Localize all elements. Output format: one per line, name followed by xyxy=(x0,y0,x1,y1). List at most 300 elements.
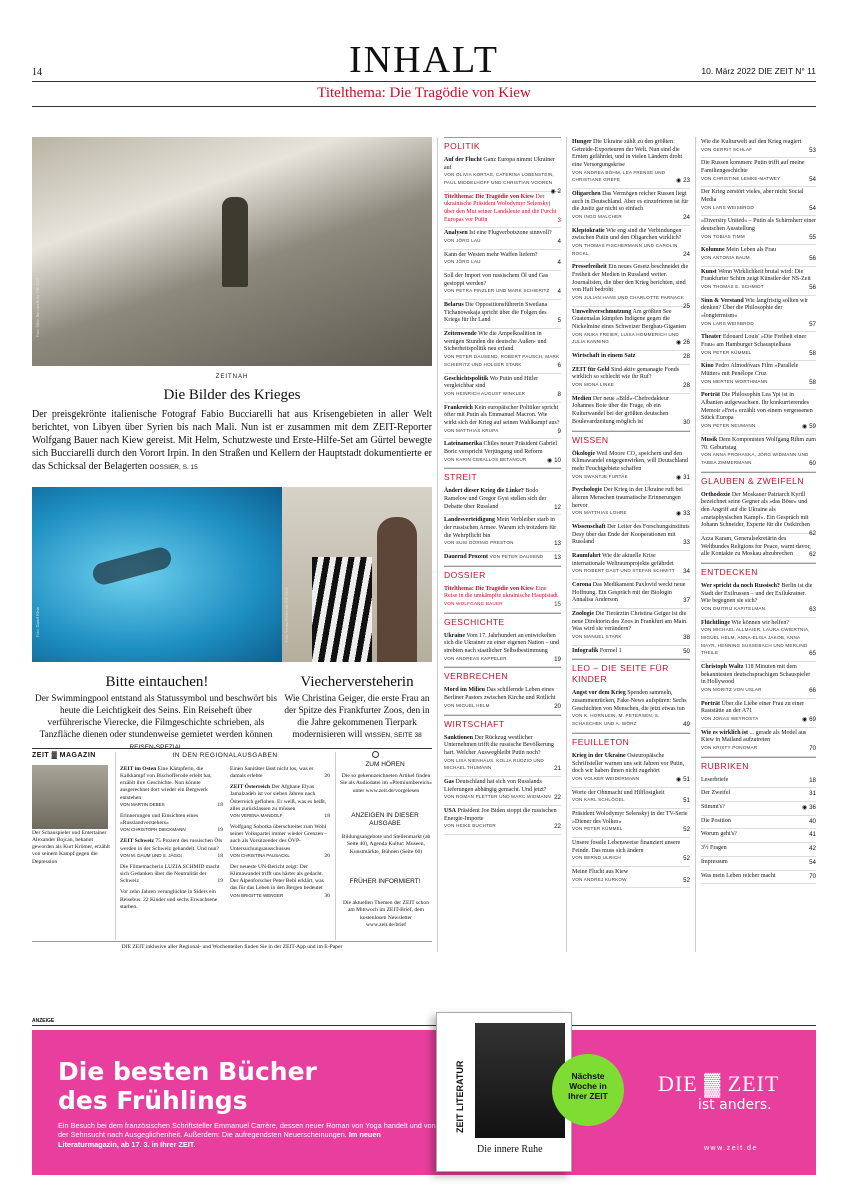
toc-entry-page: 13 xyxy=(554,553,561,561)
toc-entry-text: Was mein Leben reicher macht xyxy=(701,872,776,879)
toc-entry-author: VON MERTEN WORTHMANN xyxy=(701,378,768,384)
toc-entry[interactable] xyxy=(572,809,690,838)
toc-entry-text: Der Zweifel xyxy=(701,790,731,797)
toc-entry-author: VON PETER NEUMANN xyxy=(701,423,756,429)
zeitmagazin-caption[interactable]: Der Schauspieler und Entertainer Alexander Bojcan, bekannt geworden als Kurt Krömer, erzählt von seinem Kampf gegen die Depression xyxy=(32,830,110,865)
divider xyxy=(32,941,432,942)
toc-entry[interactable] xyxy=(444,685,561,714)
toc-entry-author: VON PETER DAUSEND xyxy=(489,553,544,559)
toc-entry-author: VON BERND ULRICH xyxy=(572,855,621,861)
toc-entry-text: Die Position xyxy=(701,817,731,824)
toc-entry-topic: Infografik xyxy=(572,647,599,654)
toc-entry[interactable] xyxy=(701,361,816,390)
toc-entry-topic: Belarus xyxy=(444,302,464,309)
toc-entry-author: VON OLIVIA KORTAS, CATERINA LOBENSTEIN, PAUL MIDDELHOFF UND CHRISTIAN VOOREN xyxy=(444,172,555,186)
toc-entry-author: VON HEINRICH AUGUST WINKLER xyxy=(444,390,526,396)
toc-entry[interactable] xyxy=(701,435,816,472)
toc-entry-page: 30 xyxy=(683,418,690,426)
photo-credit: Foto: Daniel Klein xyxy=(35,607,40,637)
toc-entry-page: 25 xyxy=(683,302,690,310)
toc-entry[interactable] xyxy=(444,515,561,552)
toc-entry-text: Die Oppositionsführerin Swetlana Tichanowskaja spricht über die Folgen des Kriegs für ihr Land xyxy=(444,302,548,324)
toc-entry[interactable] xyxy=(444,631,561,668)
toc-entry[interactable] xyxy=(444,777,561,806)
regional-item[interactable]: Erinnerungen und Einsichten eines »Russlandverstehers« VON CHRISTOPH DIECKMANN 19 xyxy=(120,812,223,834)
listen-text[interactable]: Die so gekennzeichneten Artikel finden Sie als Audiodatei im »Premiumbereich« unter www.zeit.de/vorgelesen xyxy=(340,773,432,794)
toc-entry[interactable] xyxy=(701,699,816,728)
toc-entry-topic: Medien xyxy=(572,395,592,402)
toc-entry-text: Meine Flucht aus Kiew xyxy=(572,868,629,875)
toc-entry-page: 4 xyxy=(557,288,561,296)
regional-item[interactable]: ZEIT Schweiz 75 Prozent des russischen Öls werden in der Schweiz gehandelt. Und nun? VON M. DAUM UND S. JÄGGI 18 xyxy=(120,838,223,859)
toc-entry-author: VON JÖRG LAU xyxy=(444,259,481,265)
toc-entry-text: Kann der Westen mehr Waffen liefern? xyxy=(444,251,538,258)
toc-entry-topic: Umweltverschmutzung xyxy=(572,308,632,315)
feature-kicker: ZEITNAH xyxy=(215,374,249,380)
magazine-title: Die innere Ruhe xyxy=(477,1144,543,1155)
toc-entry-author: VON ROMAN PLETTER UND MARC WIDMANN xyxy=(444,794,551,800)
toc-entry[interactable] xyxy=(444,271,561,300)
ads-text: Bildungsangebote und Stellenmarkt (ab Seite 40), Agenda Kultur: Museen, Kunstmärkte, Bühnen (Seite 60) xyxy=(341,834,431,855)
toc-entry-topic: Zeitenwende xyxy=(444,331,477,338)
photo-credit: Foto: Fabio Bucciarelli für DIE ZEIT xyxy=(35,277,40,338)
toc-entry-topic: Ändert dieser Krieg die Linke? xyxy=(444,488,524,495)
toc-entry[interactable] xyxy=(701,534,816,563)
toc-entry[interactable] xyxy=(444,192,561,229)
toc-entry-text: Wie die aktuelle Krise internationale Weltraumprojekte gefährdet xyxy=(572,552,674,567)
toc-section-heading: RUBRIKEN xyxy=(701,757,816,772)
toc-entry-page: 37 xyxy=(683,597,690,605)
toc-entry-page: 28 xyxy=(683,353,690,361)
toc-entry-topic: Psychologie xyxy=(572,487,602,494)
toc-entry-text: »Diversity United« – Putin als Schirmherr einer deutschen Ausstellung xyxy=(701,218,816,233)
toc-entry-page: 54 xyxy=(809,858,816,866)
regional-item[interactable]: ZEIT im Osten Eine Kämpferin, die Kalkkampf von Bischofferode erlebt hat, erzählt ihre Geschichte. Nun könnte ausgerechnet dort wieder ein Bergwerk entstehen VON MARTIN DEBES 18 xyxy=(120,766,223,808)
toc-entry[interactable] xyxy=(572,189,690,226)
story3-ref[interactable]: WISSEN, SEITE 38 xyxy=(364,732,422,740)
toc-entry-text: Wie eng sind die Verbindungen zwischen Putin und den Oligarchen wirklich? xyxy=(572,227,682,242)
toc-entry-page: 24 xyxy=(683,250,690,258)
toc-entry[interactable] xyxy=(572,226,690,263)
pool-photo xyxy=(32,487,282,662)
toc-entry[interactable] xyxy=(701,788,816,802)
divider xyxy=(566,137,567,952)
zoo-photo xyxy=(282,487,432,662)
toc-entry[interactable] xyxy=(572,838,690,867)
divider xyxy=(437,137,438,952)
toc-section-heading: ENTDECKEN xyxy=(701,563,816,578)
toc-entry-text: Mein Leben als Frau xyxy=(726,247,776,254)
toc-entry-page: ◉ 31 xyxy=(675,473,690,481)
toc-entry[interactable] xyxy=(444,228,561,249)
toc-entry[interactable] xyxy=(701,843,816,857)
feature-headline[interactable]: Die Bilder des Krieges xyxy=(163,387,301,403)
toc-entry-topic: Pressefreiheit xyxy=(572,264,607,271)
toc-entry-page: 22 xyxy=(554,823,561,831)
toc-entry[interactable] xyxy=(572,394,690,431)
toc-entry[interactable] xyxy=(701,267,816,296)
toc-column-3 xyxy=(701,137,816,884)
toc-entry-page: 19 xyxy=(554,655,561,663)
toc-entry-text: Osteuropäische Schriftsteller warnen uns seit Jahren vor Putin, doch wir haben ihnen nicht zugehört xyxy=(572,752,685,775)
toc-entry-text: Der ukrainische Präsident Wolodymyr Selenskyj über den Mut seiner Landsleute und die Furcht Europas vor Putin xyxy=(444,193,557,223)
toc-entry-text: Ein neues Gesetz beschneidet die Freiheit der Medien in Russland weiter. Journalisten, die über den Krieg berichten, sind von Haft bedroht xyxy=(572,264,689,294)
toc-entry-text: Der Moskauer Patriarch Kyrill bezeichnet seine Gegner als »das Böse« und den Angriff auf die Ukraine als »metaphysischen Kampf«. Ein Gespräch mit Johann Schneider, Experte für die Ostkirchen xyxy=(701,491,811,529)
advertisement-banner[interactable] xyxy=(32,1030,816,1175)
toc-entry-page: ◉ 33 xyxy=(675,510,690,518)
toc-entry-author: VON KARL SCHLÖGEL xyxy=(572,797,625,803)
toc-entry-author: VON SWANTJE FURTAK xyxy=(572,473,628,479)
toc-entry-topic: USA xyxy=(444,807,457,814)
toc-entry-text: Präsident Joe Biden stoppt die russischen Energie-Importe xyxy=(444,807,557,822)
toc-entry-text: Ist eine Flugverbotszone sinnvoll? xyxy=(469,230,552,237)
toc-entry[interactable] xyxy=(444,486,561,515)
toc-entry-text: Leserbriefe xyxy=(701,776,729,783)
toc-entry-topic: Zoologie xyxy=(572,610,594,617)
divider xyxy=(32,748,432,749)
toc-entry[interactable] xyxy=(701,857,816,871)
toc-entry-author: VON MONA LINKE xyxy=(572,382,615,388)
toc-entry-author: VON SUSI DÖRING PRESTON xyxy=(444,540,514,546)
toc-entry-text: Wenn Wirklichkeit brutal wird: Die Frankfurter Schirn zeigt Künstler der NS-Zeit xyxy=(701,268,811,283)
toc-entry-text: Dem Komponisten Wolfgang Rihm zum 70. Geburtstag xyxy=(701,436,816,451)
toc-entry-text: Der Rückzug westlicher Unternehmen trifft die russische Bevölkerung hart. Welcher Auswegbleibt Putin noch? xyxy=(444,734,554,756)
toc-entry-author: VON THOMAS E. SCHMIDT xyxy=(701,284,764,290)
toc-entry-page: 60 xyxy=(809,459,816,467)
page-title: INHALT xyxy=(349,39,499,81)
toc-entry-page: 4 xyxy=(557,259,561,267)
toc-entry-text: Mein Verbleiber starb in der russischen Armee. Warum ich trotzdem für die Wehrpflicht bin xyxy=(444,517,557,539)
toc-entry[interactable] xyxy=(701,728,816,757)
toc-entry-page: 52 xyxy=(683,876,690,884)
toc-entry-page: 18 xyxy=(809,776,816,784)
story3-lead xyxy=(282,693,432,741)
toc-entry-text: Der Krieg zerstört vieles, aber nicht Social Media xyxy=(701,189,804,204)
next-week-badge: Nächste Woche in Ihrer ZEIT xyxy=(552,1054,624,1126)
toc-entry[interactable] xyxy=(572,485,690,522)
toc-entry-author: VON MANUEL STARK xyxy=(572,633,622,639)
toc-entry[interactable] xyxy=(701,187,816,216)
toc-entry[interactable] xyxy=(572,609,690,646)
toc-entry-page: 12 xyxy=(554,503,561,511)
toc-entry[interactable] xyxy=(444,403,561,440)
toc-entry[interactable] xyxy=(572,351,690,365)
toc-entry-page: 13 xyxy=(554,540,561,548)
regional-item[interactable]: ZEIT Österreich Der Afghane Elyas Jamalzadeh ist vor sieben Jahren nach Österreich geflohen. Er weiß, was es heißt, alles zurücklassen zu müssen VON VERENA MANDOLF 18 xyxy=(230,784,330,819)
toc-entry-topic: Corona xyxy=(572,581,592,588)
toc-entry-text: 118 Minuten mit dem bekanntesten deutschsprachigen Schauspieler in Hollywood xyxy=(701,664,811,686)
toc-entry[interactable] xyxy=(444,374,561,403)
toc-entry-page: 56 xyxy=(809,255,816,263)
toc-entry-text: Edouard Louis' »Die Freiheit einer Frau« am Hamburger Schauspielhaus xyxy=(701,334,807,349)
feature-lead-text: Der preisgekrönte italienische Fotograf Fabio Bucciarelli hat aus Krisengebieten in aller Welt berichtet, von Libyen über Syrien bis nach Mali. Nun ist er zusammen mit dem ZEIT-Reporter Wolfgang Bauer nach Kiew gereist. Mit Helm, Schutzweste und Erste-Hilfe-Set am Gürtel bewegte sich Bucciarelli durch den Vorort Irpin. In den Straßen und Kellern der Hauptstadt dokumentierte er das Schicksal der Belagerten xyxy=(32,409,432,472)
regional-header: IN DEN REGIONALAUSGABEN xyxy=(172,752,278,759)
toc-entry-text: Chiles neuer Präsident Gabriel Boric verspricht Verjüngung und Reform xyxy=(444,441,557,455)
toc-entry-page: 50 xyxy=(683,647,690,655)
toc-entry-topic: Lateinamerika xyxy=(444,441,482,448)
toc-entry-page: 57 xyxy=(809,320,816,328)
toc-entry[interactable] xyxy=(444,806,561,835)
toc-entry[interactable] xyxy=(572,365,690,394)
toc-entry[interactable] xyxy=(572,307,690,351)
toc-entry[interactable] xyxy=(572,688,690,732)
toc-entry-text: Worte der Ohnmacht und Hilflosigkeit xyxy=(572,789,665,796)
story2-headline[interactable]: Bitte eintauchen! xyxy=(105,674,209,690)
toc-entry-topic: Titelthema: Die Tragödie von Kiew xyxy=(444,193,534,200)
toc-entry-page: 34 xyxy=(683,568,690,576)
toc-entry-topic: Porträt xyxy=(701,700,720,707)
divider xyxy=(32,81,816,82)
toc-entry[interactable] xyxy=(701,490,816,537)
toc-entry[interactable] xyxy=(572,751,690,788)
toc-entry-author: VON DMITRIJ KAPITELMAN xyxy=(701,606,766,611)
toc-entry-text: Bodo Ramelow und Gregor Gysi stellen sich der Debatte über Russland xyxy=(444,488,547,510)
story2-lead xyxy=(32,693,280,753)
toc-entry-topic: Flüchtlinge xyxy=(701,619,731,626)
toc-entry-page: 24 xyxy=(683,214,690,222)
toc-entry-page: 9 xyxy=(557,427,561,435)
toc-entry-page: ◉ 26 xyxy=(675,339,690,347)
toc-entry-author: VON THOMAS FISCHERMANN UND CAROLIN ROCKL xyxy=(572,243,678,256)
toc-entry[interactable] xyxy=(444,300,561,329)
toc-entry[interactable] xyxy=(701,245,816,266)
toc-entry[interactable] xyxy=(701,816,816,830)
toc-entry[interactable] xyxy=(444,552,561,566)
regional-col-2 xyxy=(230,766,330,904)
toc-entry[interactable] xyxy=(572,522,690,551)
toc-entry-page: 38 xyxy=(683,633,690,641)
toc-entry-page: 51 xyxy=(683,797,690,805)
toc-entry-text: Soll der Import von russischem Öl und Gas gestoppt werden? xyxy=(444,273,549,287)
toc-entry-topic: Analysen xyxy=(444,230,468,237)
toc-entry-topic: Orthodoxie xyxy=(701,491,731,498)
toc-entry[interactable] xyxy=(701,775,816,789)
zeitmagazin-logo: ZEIT ▓ MAGAZIN xyxy=(32,752,96,759)
toc-entry-page: ◉ 36 xyxy=(801,804,816,812)
toc-entry-text: Formel 1 xyxy=(599,647,622,654)
toc-entry-author: VON CHRISTINE LEMKE-MATWEY xyxy=(701,175,781,181)
toc-entry-page: ◉ 2 xyxy=(550,187,561,195)
toc-entry[interactable] xyxy=(444,250,561,271)
listen-header: ZUM HÖREN xyxy=(365,761,405,768)
toc-entry-text: Die Tierärztin Christina Geiger ist die neue Direktorin des Zoos in Frankfurt am Main. Was wird sie verändern? xyxy=(572,610,688,633)
toc-entry-author: VON KARIN CEBALLOS BETANCUR xyxy=(444,456,527,462)
toc-entry-text: Kein europäischer Politiker spricht öfter mit Putin als Emmanuel Macron. Wie wirkt sich der Krieg auf seinen Wahlkampf aus? xyxy=(444,404,560,426)
toc-entry-author: VON LISA NIENHAUS, KOLJA RUDZIO UND MICHAEL THUMANN xyxy=(444,757,544,771)
toc-entry[interactable] xyxy=(701,581,816,618)
toc-entry-text: Wie können wir helfen? xyxy=(731,619,789,626)
toc-entry-page: 28 xyxy=(683,382,690,390)
issue-date: 10. März 2022 DIE ZEIT N° 11 xyxy=(701,66,816,76)
toc-section-heading: LEO – DIE SEITE FÜR KINDER xyxy=(572,659,690,685)
toc-entry-topic: Theater xyxy=(701,334,722,341)
regional-item[interactable]: Wolfgang Sobotka überschreitet zum Wohl seiner Volkspartei immer wieder Grenzen – auch als Vorsitzender des ÖVP-Untersuchungsausschusses VON CHRISTINA PAUSACKL 20 xyxy=(230,824,330,859)
toc-entry-topic: Kleptokratie xyxy=(572,227,605,234)
toc-entry[interactable] xyxy=(701,158,816,187)
toc-entry[interactable] xyxy=(572,580,690,609)
story3-headline[interactable]: Viecherversteherin xyxy=(300,674,414,690)
toc-entry-text: Das schillernde Leben eines Berliner Pastors zwischen Kirche und Rotlicht xyxy=(444,687,556,702)
zeit-logo: DIE ▓ ZEIT xyxy=(658,1071,780,1096)
toc-entry[interactable] xyxy=(444,733,561,777)
toc-entry-author: VON KRISTY PONOMAR xyxy=(701,745,758,751)
toc-entry[interactable] xyxy=(701,137,816,158)
regional-item[interactable]: Einen Sanitäter lässt nicht los, was er damals erlebte 20 xyxy=(230,766,330,780)
swimmer-figure xyxy=(91,545,174,587)
toc-section-heading: DOSSIER xyxy=(444,566,561,581)
toc-entry-author: VON JULIAN HANS UND CHARLOTTE PARNACK xyxy=(572,295,684,301)
toc-entry-author: VON INGO MALCHER xyxy=(572,214,622,220)
toc-entry-text: Wo Putin und Hitler vergleichbar sind xyxy=(444,375,539,390)
magazine-portrait xyxy=(475,1023,565,1138)
toc-entry-author: VON ANIKA FREIER, LUISA HOMMERICH UND JULIA KANNING xyxy=(572,331,679,345)
toc-entry[interactable] xyxy=(701,216,816,245)
divider xyxy=(32,106,816,107)
toc-entry-topic: Ukraine xyxy=(444,632,465,639)
toc-entry[interactable] xyxy=(701,618,816,662)
toc-section-heading: FEUILLETON xyxy=(572,733,690,748)
toc-entry-author: VON MORITZ VON USLAR xyxy=(701,687,762,693)
toc-entry[interactable] xyxy=(444,584,561,613)
toc-entry-page: 4 xyxy=(557,238,561,246)
toc-entry[interactable] xyxy=(701,296,816,333)
toc-entry-page: ◉ 10 xyxy=(546,456,561,464)
early-text[interactable]: Die aktuellen Themen der ZEIT schon am Mittwoch im ZEIT-Brief, dem kostenlosen Newsletter www.zeit.de/brief xyxy=(342,900,429,928)
toc-entry-author: VON K. HORNLEIN, M. PETERSEN, S. SCHASCHEK UND A. WÖRZ xyxy=(572,713,660,727)
toc-entry[interactable] xyxy=(701,802,816,816)
toc-entry-page: 3 xyxy=(557,216,561,224)
toc-section-heading: WIRTSCHAFT xyxy=(444,715,561,730)
toc-entry-topic: Raumfahrt xyxy=(572,552,601,559)
toc-entry-text: Die Ukraine zählt zu den größten Getreide-Exporteuren der Welt. Nun sind die Ernten gefährdet, und in vielen Ländern droht eine Versorgungskrise xyxy=(572,139,683,169)
toc-entry-topic: ZEIT für Geld xyxy=(572,366,610,373)
toc-entry-author: VON ANNA PROHASKA, JÖRG WIDMANN UND TABEA ZIMMERMANN xyxy=(701,452,809,465)
toc-entry-author: VON ANDREA BÖHM, LEA FRENSE UND CHRISTIANE GREFE xyxy=(572,169,666,183)
ad-url[interactable]: www.zeit.de xyxy=(704,1145,758,1152)
toc-entry-text: Impressum xyxy=(701,858,728,865)
toc-entry-page: ◉ 51 xyxy=(675,775,690,783)
toc-entry[interactable] xyxy=(572,788,690,809)
toc-entry-author: VON HEIKE BUCHTER xyxy=(444,823,496,829)
feature-photo xyxy=(32,137,432,366)
toc-entry-topic: Ökologie xyxy=(572,450,596,457)
toc-entry-text: Ganz Europa nimmt Ukrainer auf xyxy=(444,157,555,171)
toc-entry[interactable] xyxy=(701,332,816,361)
page-number: 14 xyxy=(32,67,42,78)
story3-lead-text: Wie Christina Geiger, die erste Frau an der Spitze des Frankfurter Zoos, den in die Jahre gekommenen Tierpark modernisieren will xyxy=(284,694,430,741)
toc-entry-text: Weil Moore CO₂ speichern und den Klimawandel entgegenwirken, will Deutschland mehr Feuchtgebiete schaffen xyxy=(572,450,688,472)
toc-entry-page: 58 xyxy=(809,378,816,386)
ad-title: Die besten Bücher des Frühlings xyxy=(58,1057,317,1115)
regional-item[interactable]: Vor zehn Jahren verunglückte in Siders ein Reisebus. 22 Kinder und sechs Erwachsene starben. xyxy=(120,889,218,910)
toc-entry[interactable] xyxy=(701,871,816,885)
toc-entry-topic: Christoph Waltz xyxy=(701,664,744,671)
toc-entry[interactable] xyxy=(572,262,690,310)
toc-entry-text: Pedro Almodóvars Film »Parallele Mütter« mit Penélope Cruz xyxy=(701,363,799,378)
toc-entry[interactable] xyxy=(572,449,690,486)
toc-entry-text: 3½ Fragen xyxy=(701,845,727,852)
toc-entry-page: 52 xyxy=(683,826,690,834)
toc-entry-topic: Landesverteidigung xyxy=(444,517,496,524)
regional-item[interactable]: Der neueste UN-Bericht zeigt: Der Klimawandel trifft uns härter als gedacht. Der Alpenforscher Peter Bebi erklärt, was das für das Leben in den Bergen bedeutet VON BRIGITTE WENGER 30 xyxy=(230,863,330,899)
toc-entry-page: 52 xyxy=(683,855,690,863)
toc-entry-text: Das Vermögen reicher Russen liegt auch in Deutschland. Aber es einzufrieren ist für die Justiz gar nicht so einfach xyxy=(572,191,689,213)
toc-entry-author: VON MIGUEL HELM xyxy=(444,702,490,708)
person-figure xyxy=(377,517,417,662)
toc-entry[interactable] xyxy=(572,551,690,580)
toc-entry-topic: Wie es wirklich ist xyxy=(701,729,749,736)
toc-entry[interactable] xyxy=(701,390,816,434)
toc-entry-author: VON MATTHIAS LOHRE xyxy=(572,510,627,516)
toc-entry-topic: Dauernd Prozent xyxy=(444,553,489,560)
toc-entry[interactable] xyxy=(701,662,816,699)
toc-entry-page: 49 xyxy=(683,721,690,729)
ad-label: ANZEIGE xyxy=(32,1018,55,1024)
toc-entry-topic: Sinn & Verstand xyxy=(701,297,744,304)
toc-entry-author: VON PETER DAUSEND, ROBERT PAUSCH, MARK SCHIERITZ UND HOLGER STARK xyxy=(444,354,560,367)
regional-item[interactable]: Die Filmemacherin LUZIA SCHMID macht sich Gedanken über die Neutralität der Schweiz 19 xyxy=(120,863,223,885)
toc-entry-text: Präsident Wolodymyr Selenskyj in der TV-Serie »Diener des Volkes« xyxy=(572,810,688,825)
story2-lead-text: Der Swimmingpool entstand als Statussymbol und beschwört bis heute die Leichtigkeit des Seins. Ein Reiseheft über verführerische Vierecke, die Filmgeschichte schrieben, als Tanzfläche dienen oder stundenweise gemietet werden können xyxy=(35,694,277,741)
toc-entry-text: Das Medikament Paxlovid weckt neue Hoffnung. Ein Gespräch mit der Biologin Annalisa Anderson xyxy=(572,581,686,604)
toc-entry-text: Azza Karam, Generalsekretärin des Weltbundes Religions for Peace, warnt davor, alle Kontakte zu Moskau abzubrechen xyxy=(701,535,811,558)
divider xyxy=(335,752,336,940)
toc-entry-author: VON PETRA PINZLER UND MARK SCHIERITZ xyxy=(444,288,550,294)
toc-entry[interactable] xyxy=(701,829,816,843)
toc-section-heading: WISSEN xyxy=(572,431,690,446)
soldier-figure xyxy=(222,197,248,287)
page-subtitle: Titelthema: Die Tragödie von Kiew xyxy=(317,85,531,101)
toc-entry[interactable] xyxy=(572,646,690,660)
toc-section-heading: GLAUBEN & ZWEIFELN xyxy=(701,472,816,487)
toc-entry-author: VON ANTONIA BAUM xyxy=(701,255,750,261)
toc-entry-page: 62 xyxy=(809,529,816,537)
toc-entry[interactable] xyxy=(444,155,561,195)
early-header: FRÜHER INFORMIERT! xyxy=(349,878,421,885)
toc-entry-author: VON JÖRG LAU xyxy=(444,238,481,244)
toc-entry-text: Stimmt's? xyxy=(701,804,725,811)
toc-entry-text: Berlin ist die Stadt der Exilrussen – und der Exilukrainer. Wie begegnen sie sich? xyxy=(701,582,813,605)
toc-entry-topic: Gas xyxy=(444,778,455,785)
toc-entry-page: 5 xyxy=(557,317,561,325)
toc-entry[interactable] xyxy=(572,137,690,189)
toc-entry-topic: Krieg in der Ukraine xyxy=(572,752,626,759)
toc-entry[interactable] xyxy=(444,439,561,468)
feature-ref[interactable]: DOSSIER, S. 15 xyxy=(149,464,198,471)
toc-section-heading: POLITIK xyxy=(444,137,561,152)
toc-entry-page: 53 xyxy=(809,146,816,154)
toc-entry-topic: Porträt xyxy=(701,392,720,399)
toc-section-heading: VERBRECHEN xyxy=(444,667,561,682)
toc-entry-author: VON WOLFGANG BAUER xyxy=(444,601,503,607)
toc-entry-page: 15 xyxy=(554,601,561,609)
toc-entry-text: Wie langfristig sollten wir denken? Über die Philosophie der »longtermism« xyxy=(701,297,809,320)
toc-entry-text: Vom 17. Jahrhundert an entwickelten sich die Ukrainer zu einer eigenen Nation – und strebten nach staatlicher Selbstbestimmung xyxy=(444,632,559,655)
toc-entry[interactable] xyxy=(444,329,561,373)
toc-entry-page: 63 xyxy=(809,606,816,613)
toc-entry-topic: Oligarchen xyxy=(572,191,601,198)
toc-entry[interactable] xyxy=(572,867,690,888)
toc-entry-page: 54 xyxy=(809,204,816,212)
toc-entry-page: 40 xyxy=(809,817,816,825)
feature-lead xyxy=(32,408,432,473)
toc-entry-topic: Geschichtspolitik xyxy=(444,375,489,382)
toc-entry-topic: Wirtschaft in einem Satz xyxy=(572,353,636,360)
zeitmagazin-photo xyxy=(32,765,108,829)
toc-entry-page: 58 xyxy=(809,349,816,357)
toc-entry-page: 31 xyxy=(809,790,816,798)
toc-entry-topic: Wer spricht da noch Russisch? xyxy=(701,582,780,589)
